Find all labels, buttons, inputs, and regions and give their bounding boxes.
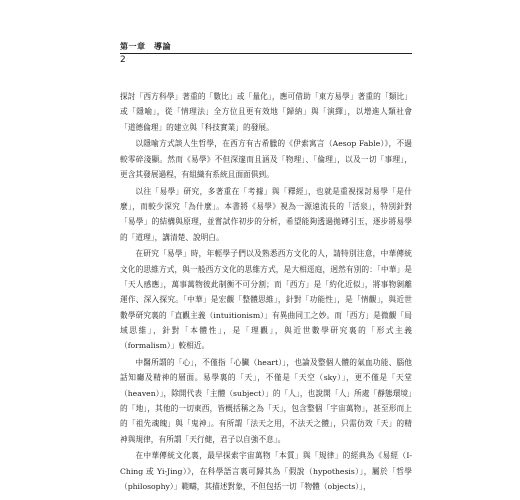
header-rule <box>120 53 412 54</box>
paragraph: 在中華傳統文化裏，最早探索宇宙萬物「本質」與「規律」的經典為《易經（I- Ching 或 Yi-Jing）》，在科學語言裏可歸其為「假說（hypothesis）」，屬於「哲學（philosophy）」範疇，其描述對象，不但包括一切「物體（objects）」， <box>120 451 412 491</box>
paragraph: 探討「西方科學」著重的「數比」或「量化」，應可借助「東方易學」著重的「類比」或「隱喻」，從「情理法」全方位且更有效地「歸納」與「演繹」，以增進人類社會「道德倫理」的建立與「科技實業」的發展。 <box>120 92 412 132</box>
body-text <box>120 89 412 496</box>
page-number: 2 <box>120 55 126 65</box>
chapter-header: 第一章 導論 <box>120 42 171 51</box>
paragraph: 在研究「易學」時，年輕學子們以及熟悉西方文化的人，請特別注意，中華傳統文化的思維方式，與一般西方文化的思維方式，是大相逕庭，迥然有別的：「中華」是「天人感應」，萬事萬物彼此制衡不可分割；而「西方」是「約化近似」，將事物剝離運作、深入探究。「中華」是宏觀「整體思維」，針對「功能性」，是「情觀」，與近世數學研究裏的「直觀主義（intuitionism）」有異曲同工之妙。而「西方」是微觀「局域思維」，針對「本體性」，是「理觀」，與近世數學研究裏的「形式主義（formalism）」較相近。 <box>120 249 412 351</box>
paragraph: 以往「易學」研究，多著重在「考據」與「釋經」，也就是重視探討易學「是什麼」，而較少深究「為什麼」。本書將《易學》視為一源遠流長的「活泉」，特別針對「易學」的結構與原理，並嘗試作初步的分析，希望能夠透過拋磚引玉，逐步將易學的「道理」，講清楚、說明白。 <box>120 186 412 242</box>
paragraph: 中醫所謂的「心」，不僅指「心臟（heart）」，也論及整個人體的氣血功能、腦他話知廳及精神的層面。易學裏的「天」，不僅是「天空（sky）」，更不僅是「天堂（heaven）」，除開代表「主體（subject）」的「人」，也說開「人」所處「靜態環境」的「地」，其他的一切東西，皆概括稱之為「天」，包含整個「宇宙萬物」，甚至形而上的「祖先魂魄」與「鬼神」。有所謂「法天之用，不法天之體」，只需仿效「天」的精神與規律，有所謂「天行健，君子以自強不息」。 <box>120 358 412 444</box>
paragraph: 以隱喻方式談人生哲學，在西方有古希臘的《伊索寓言（Aesop Fable）》，不過較零碎淺顯。然而《易學》不但深邃而且涵及「物理」、「倫理」，以及一切「事理」，更含其發展過程，有組織有系統且面面俱到。 <box>120 139 412 179</box>
